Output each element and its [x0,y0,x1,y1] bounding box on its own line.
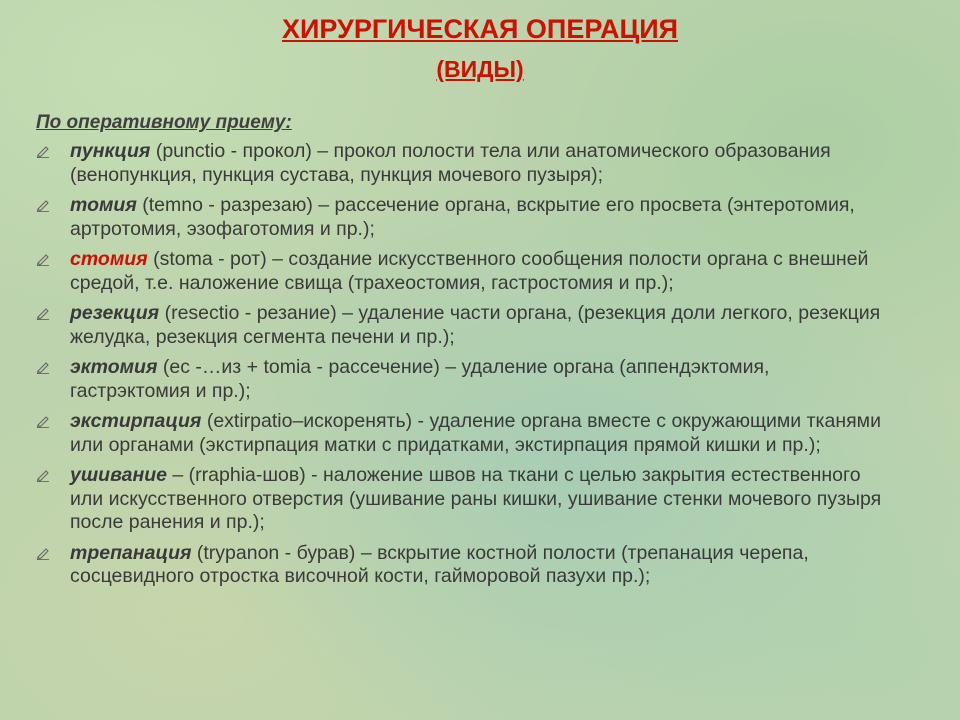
slide-title: ХИРУРГИЧЕСКАЯ ОПЕРАЦИЯ [281,14,679,44]
definition-rezektsiya: (resectio - резание) – удаление части органа, (резекция доли легкого, резекция желудка, резекция сегмента печени и пр.); [70,302,881,348]
term-ekstirpatsiya: экстирпация [70,410,202,432]
definition-ekstirpatsiya: (extirpatio–искоренять) - удаление органа вместе с окружающими тканями или органами (экстирпация матки с придатками, экстирпация прямой кишки и пр.); [70,410,881,456]
pencil-icon [36,468,50,482]
list-item-trepanatsiya [0,542,890,589]
term-trepanatsiya: трепанация [70,541,192,564]
pencil-icon [36,198,50,212]
list-item-tomiya [0,194,890,241]
term-ektomiya: эктомия [70,356,158,378]
definition-ektomiya: (ec -…из + tomia - рассечение) – удаление органа (аппендэктомия, гастрэктомия и пр.); [70,356,770,402]
list-item-punktsiya [0,140,890,187]
pencil-icon [36,360,50,374]
definition-stomiya: (stoma - рот) – создание искусственного сообщения полости органа с внешней средой, т.е. наложение свища (трахеостомия, гастростомия и пр.); [70,248,869,294]
term-rezektsiya: резекция [70,302,160,324]
list-item-ektomiya [0,356,890,403]
term-punktsiya: пункция [70,140,151,162]
slide-subtitle [0,56,960,83]
definition-trepanatsiya: (trypanon - бурав) – вскрытие костной полости (трепанация черепа, сосцевидного отростка височной кости, гайморовой пазухи пр.); [70,541,809,587]
pencil-icon [36,306,50,320]
list-item-ekstirpatsiya [0,410,890,457]
list-item-rezektsiya [0,302,890,349]
definition-tomiya: (temno - разрезаю) – рассечение органа, вскрытие его просвета (энтеротомия, артротомия, эзофаготомия и пр.); [70,194,855,240]
list-item-stomiya [0,248,890,295]
pencil-icon [36,414,50,428]
term-ushivanie: ушивание [70,464,167,486]
term-stomiya: стомия [70,248,148,270]
operation-types-list [0,140,890,596]
definition-ushivanie: – (rraphia-шов) - наложение швов на ткани с целью закрытия естественного или искусственного отверстия (ушивание раны кишки, ушивание стенки мочевого пузыря после ранения и пр.); [70,464,882,533]
slide-subtitle-text: (ВИДЫ) [436,56,524,82]
section-heading: По оперативному приему: [36,112,292,133]
pencil-icon [36,546,50,560]
pencil-icon [36,252,50,266]
list-item-ushivanie [0,464,890,535]
term-tomiya: томия [70,194,137,216]
definition-punktsiya: (punctio - прокол) – прокол полости тела или анатомического образования (венопункция, пункция сустава, пункция мочевого пузыря); [70,140,831,186]
pencil-icon [36,144,50,158]
